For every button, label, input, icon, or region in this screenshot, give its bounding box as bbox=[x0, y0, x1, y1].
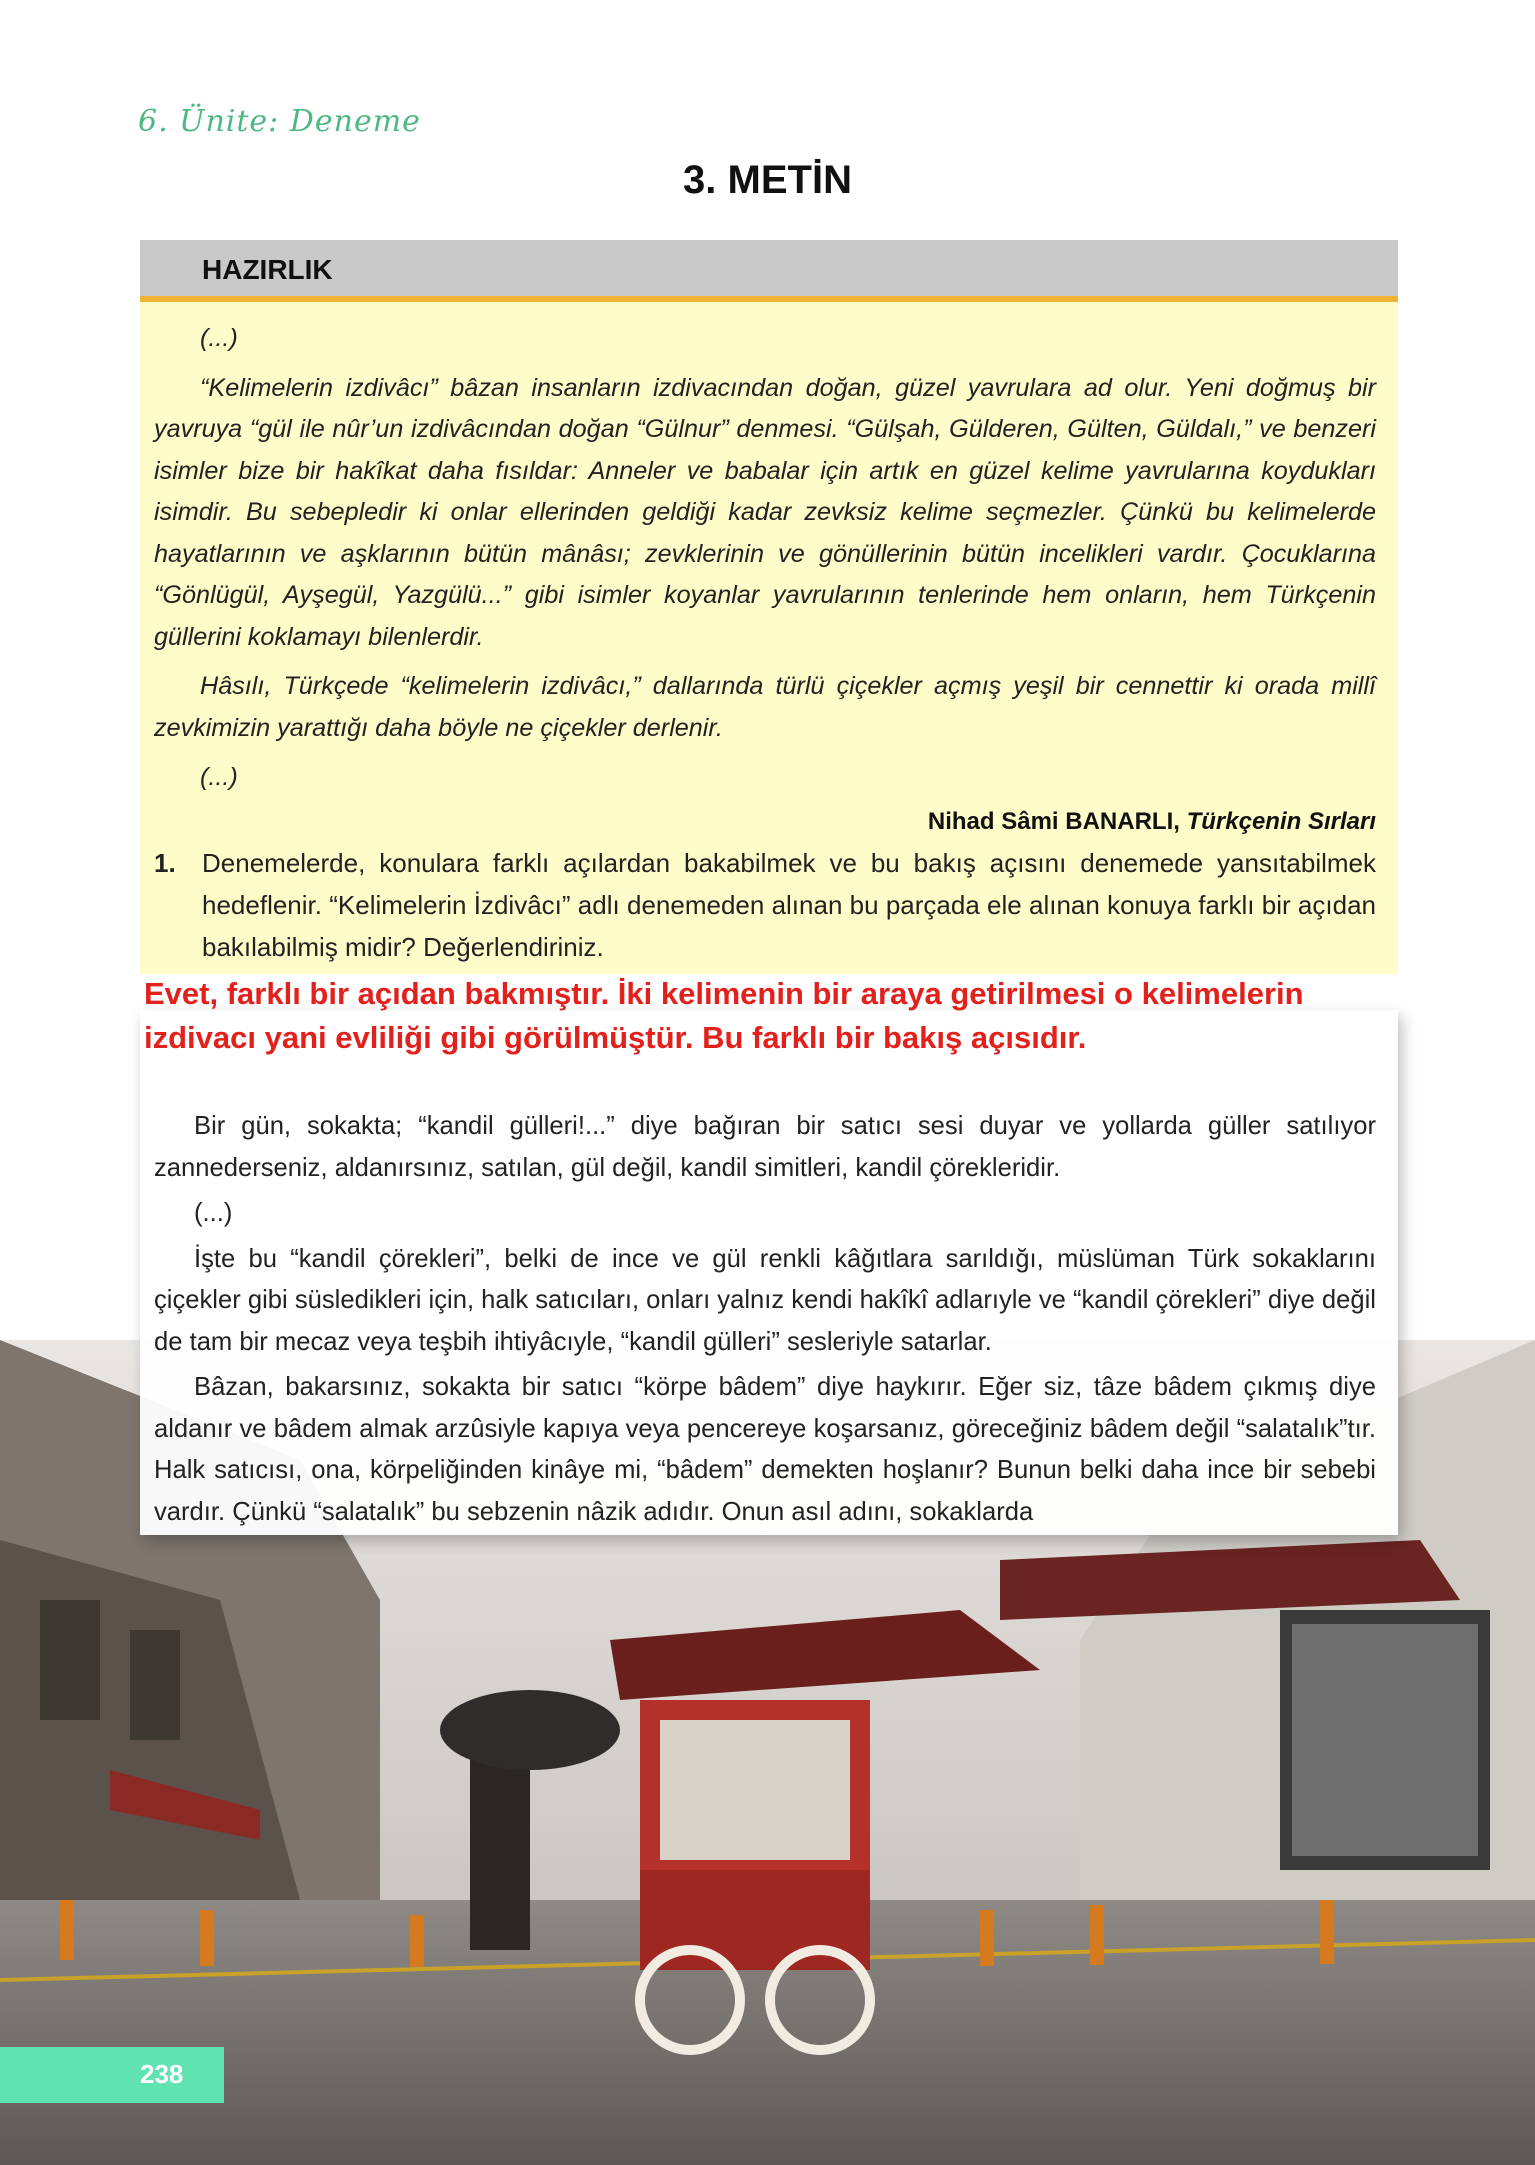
reading-text bbox=[154, 1106, 1376, 1537]
page-title: 3. METİN bbox=[683, 158, 852, 202]
source-author: Nihad Sâmi BANARLI, bbox=[927, 807, 1180, 835]
page-number-tab bbox=[0, 2047, 224, 2103]
reading-text-panel bbox=[140, 1010, 1398, 1535]
question-text: Denemelerde, konulara farklı açılardan bakabilmek ve bu bakış açısını denemede yansıtabilmek hedeflenir. “Kelimelerin İzdivâcı” adlı denemeden alınan bu parçada ele alınan konuya farklı bir açıdan bakılabilmiş midir? Değerlendiriniz. bbox=[202, 848, 1376, 962]
hazirlik-paragraph: Hâsılı, Türkçede “kelimelerin izdivâcı,” dallarında türlü çiçekler açmış yeşil bir cennettir ki orada millî zevkimizin yarattığı daha böyle ne çiçekler derlenir. bbox=[154, 672, 1376, 742]
page-number: 238 bbox=[140, 2059, 184, 2089]
reading-paragraph: Bâzan, bakarsınız, sokakta bir satıcı “körpe bâdem” diye haykırır. Eğer siz, tâze bâdem çıkmış diye aldanır ve bâdem almak arzûsiyle kapıya veya pencereye koşarsanız, göreceğiniz bâdem değil “salatalık”tır. Halk satıcısı, ona, körpeliğinden kinâye mi, “bâdem” demekten hoşlanır? Bunun belki daha ince bir sebebi vardır. Çünkü “salatalık” bu sebzenin nâzik adıdır. Onun asıl adını, sokaklarda bbox=[154, 1373, 1376, 1526]
source-book: Türkçenin Sırları bbox=[1186, 807, 1376, 835]
question-number: 1. bbox=[154, 848, 176, 878]
hazirlik-paragraph: “Kelimelerin izdivâcı” bâzan insanların izdivacından doğan, güzel yavrulara ad olur. Yeni doğmuş bir yavruya “gül ile nûr’un izdivâcından doğan “Gülnur” denmesi. “Gülşah, Gülderen, Gülten, Güldalı,” ve benzeri isimler bize bir hakîkat daha fısıldar: Anneler ve babalar için artık en güzel kelime yavrularına koydukları isimdir. Bu sebepledir ki onlar ellerinden geldiği kadar zevksiz kelime seçmezler. Çünkü bu kelimelerde hayatlarının ve aşklarının bütün mânâsı; zevklerinin ve gönüllerinin bütün incelikleri vardır. Çocuklarına “Gönlügül, Ayşegül, Yazgülü...” gibi isimler koyanlar yavrularının tenlerinde hem onların, hem Türkçenin güllerini koklamayı bilenlerdir. bbox=[154, 373, 1376, 651]
source-citation bbox=[154, 801, 1376, 843]
unit-label: 6. Ünite: Deneme bbox=[138, 104, 421, 139]
hazirlik-box bbox=[140, 302, 1398, 974]
hazirlik-label: HAZIRLIK bbox=[202, 254, 333, 285]
hazirlik-paragraph: (...) bbox=[200, 324, 238, 352]
reading-paragraph: (...) bbox=[194, 1199, 233, 1227]
question-1 bbox=[154, 842, 1376, 968]
answer-text: Evet, farklı bir açıdan bakmıştır. İki kelimenin bir araya getirilmesi o kelimelerin izdivacı yani evliliği gibi görülmüştür. Bu farklı bir bakış açısıdır. bbox=[144, 976, 1304, 1055]
hazirlik-paragraph: (...) bbox=[200, 763, 238, 791]
hazirlik-header bbox=[140, 240, 1398, 302]
reading-paragraph: İşte bu “kandil çörekleri”, belki de ince ve gül renkli kâğıtlara sarıldığı, müslüman Türk sokaklarını çiçekler gibi süsledikleri için, halk satıcıları, onları yalnız kendi hakîkî adlarıyle ve “kandil çörekleri” diye değil de tam bir mecaz veya teşbih ihtiyâcıyle, “kandil gülleri” sesleriyle satarlar. bbox=[154, 1244, 1376, 1356]
reading-paragraph: Bir gün, sokakta; “kandil gülleri!...” diye bağıran bir satıcı sesi duyar ve yollarda güller satılıyor zannederseniz, aldanırsınız, satılan, gül değil, kandil simitleri, kandil çörekleridir. bbox=[154, 1112, 1376, 1182]
hazirlik-text bbox=[154, 318, 1376, 842]
